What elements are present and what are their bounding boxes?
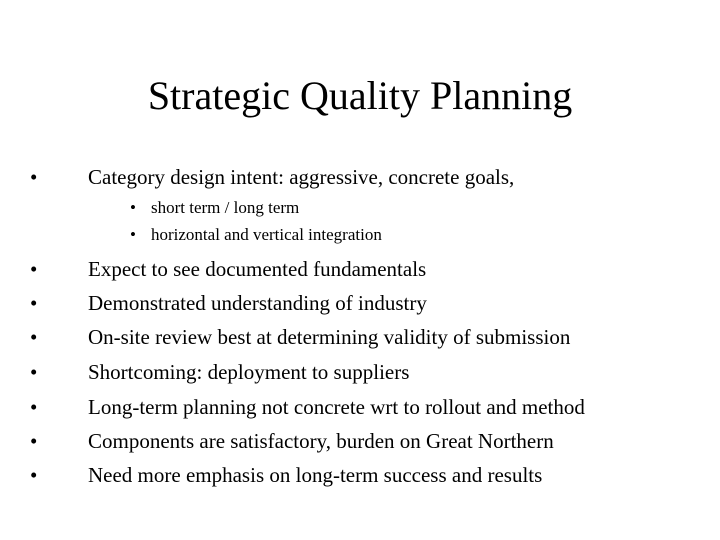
sub-bullet-text: horizontal and vertical integration: [151, 225, 382, 244]
bullet-text: On-site review best at determining validity of submission: [88, 325, 571, 349]
sub-bullet-text: short term / long term: [151, 198, 300, 217]
bullet-dot-icon: •: [30, 463, 38, 487]
slide-title: Strategic Quality Planning: [147, 73, 573, 118]
bullet-text: Category design intent: aggressive, concrete goals,: [88, 165, 515, 189]
bullet-dot-icon: •: [30, 325, 38, 349]
bullet-dot-icon: •: [30, 257, 38, 281]
bullet-text: Shortcoming: deployment to suppliers: [88, 360, 410, 384]
bullet-text: Demonstrated understanding of industry: [88, 291, 427, 315]
bullet-dot-icon: •: [30, 360, 38, 384]
bullet-text: Long-term planning not concrete wrt to rollout and method: [88, 395, 585, 419]
bullet-dot-icon: •: [30, 291, 38, 315]
bullet-dot-icon: •: [30, 429, 38, 453]
bullet-text: Need more emphasis on long-term success and results: [88, 463, 543, 487]
bullet-text: Components are satisfactory, burden on Great Northern: [88, 429, 554, 453]
bullet-text: Expect to see documented fundamentals: [88, 257, 427, 281]
sub-bullet-dot-icon: •: [130, 225, 136, 244]
sub-bullet-dot-icon: •: [130, 198, 136, 217]
bullet-dot-icon: •: [30, 395, 38, 419]
bullet-dot-icon: •: [30, 165, 38, 189]
